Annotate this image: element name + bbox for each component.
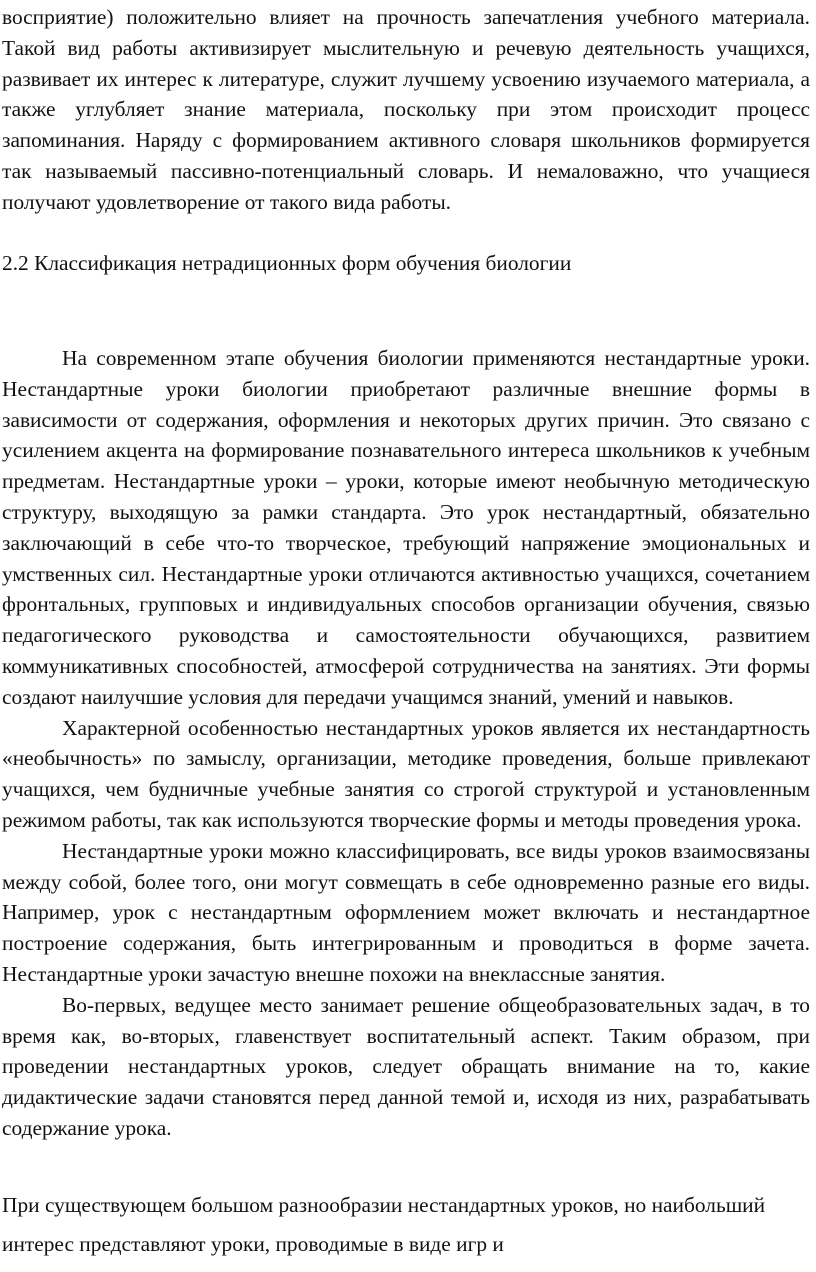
continuation-paragraph: восприятие) положительно влияет на прочность запечатления учебного материала. Такой вид работы активизирует мыслительную и речевую деятельность учащихся, развивает их интерес к литературе, служит лучшему усвоению изучаемого материала, а также углубляет знание материала, поскольку при этом происходит процесс запоминания. Наряду с формированием активного словаря школьников формируется так называемый пассивно-потенциальный словарь. И немаловажно, что учащиеся получают удовлетворение от такого вида работы.	[2, 5, 810, 214]
paragraph-modern-stage: На современном этапе обучения биологии применяются нестандартные уроки. Нестандартные уроки биологии приобретают различные внешние формы в зависимости от содержания, оформления и некоторых других причин. Это связано с усилением акцента на формирование познавательного интереса школьников к учебным предметам. Нестандартные уроки – уроки, которые имеют необычную методическую структуру, выходящую за рамки стандарта. Это урок нестандартный, обязательно заключающий в себе что-то творческое, требующий напряжение эмоциональных и умственных сил. Нестандартные уроки отличаются активностью учащихся, сочетанием фронтальных, групповых и индивидуальных способов организации обучения, связью педагогического руководства и самостоятельности обучающихся, развитием коммуникативных способностей, атмосферой сотрудничества на занятиях. Эти формы создают наилучшие условия для передачи учащимся знаний, умений и навыков.	[2, 346, 810, 709]
section-body	[2, 343, 810, 1144]
section-heading: 2.2 Классификация нетрадиционных форм обучения биологии	[2, 251, 572, 275]
closing-block	[2, 1186, 810, 1264]
paragraph-closing: При существующем большом разнообразии нестандартных уроков, но наибольший интерес представляют уроки, проводимые в виде игр и	[2, 1193, 766, 1256]
paragraph-first-second: Во-первых, ведущее место занимает решение общеобразовательных задач, в то время как, во-вторых, главенствует воспитательный аспект. Таким образом, при проведении нестандартных уроков, следует обращать внимание на то, какие дидактические задачи становятся перед данной темой и, исходя из них, разрабатывать содержание урока.	[2, 992, 810, 1140]
paragraph-classification: Нестандартные уроки можно классифицировать, все виды уроков взаимосвязаны между собой, более того, они могут совмещать в себе одновременно разные его виды. Например, урок с нестандартным оформлением может включать и нестандартное построение содержания, быть интегрированным и проводиться в форме зачета. Нестандартные уроки зачастую внешне похожи на внеклассные занятия.	[2, 838, 810, 986]
paragraph-characteristic-feature: Характерной особенностью нестандартных уроков является их нестандартность «необычность» по замыслу, организации, методике проведения, больше привлекают учащихся, чем будничные учебные занятия со строгой структурой и установленным режимом работы, так как используются творческие формы и методы проведения урока.	[2, 715, 810, 832]
